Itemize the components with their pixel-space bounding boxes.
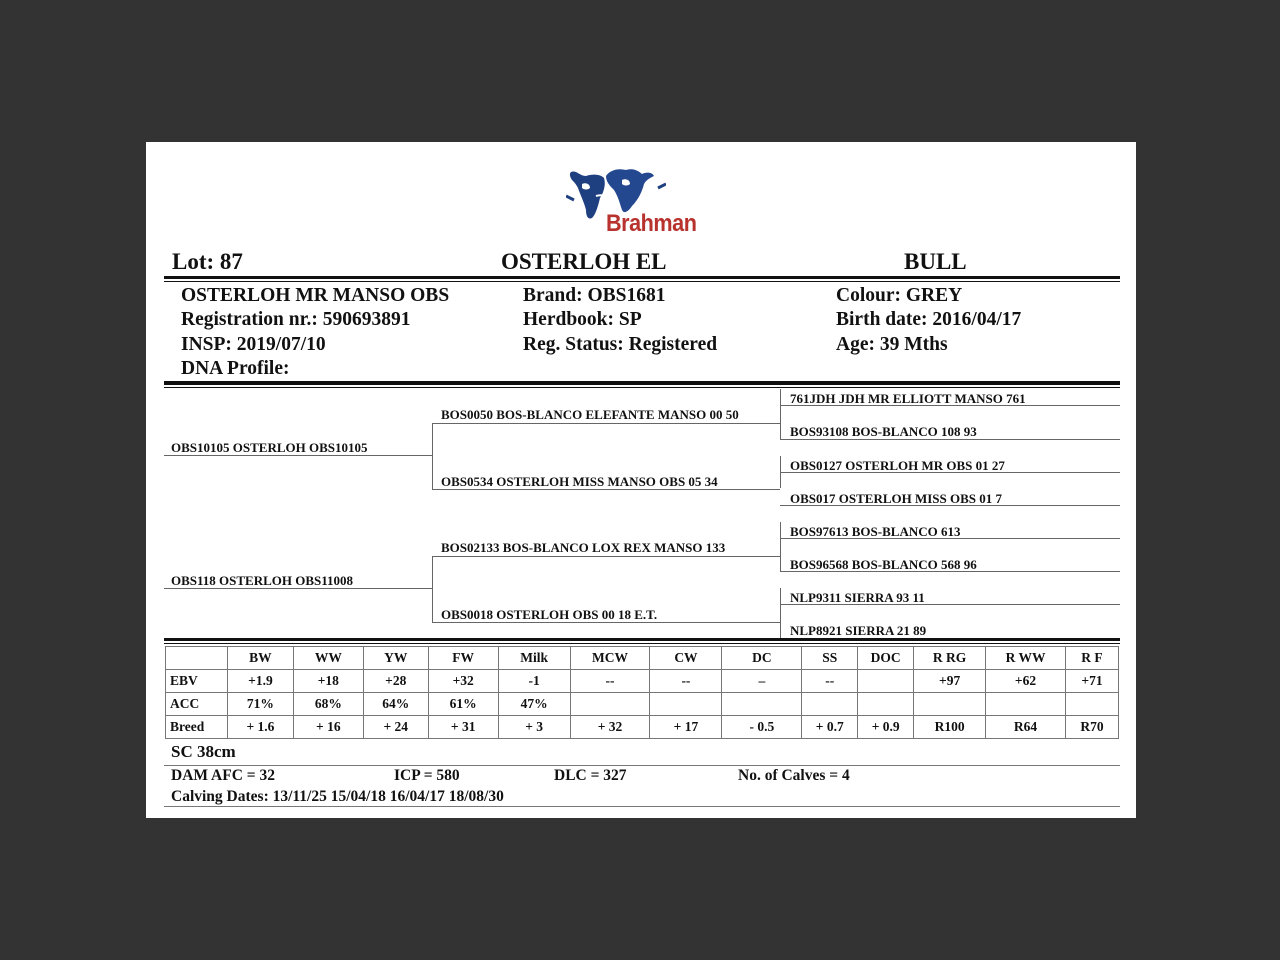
info-rule-thin	[164, 387, 1120, 388]
table-cell: R100	[914, 716, 986, 739]
table-cell: --	[570, 670, 650, 693]
table-cell: 71%	[227, 693, 293, 716]
icp: ICP = 580	[394, 767, 460, 784]
header-cell: DC	[722, 647, 802, 670]
header-cell: R WW	[986, 647, 1066, 670]
pedigree-sire: OBS10105 OSTERLOH OBS10105	[171, 440, 368, 455]
header-cell: CW	[650, 647, 722, 670]
table-cell: + 16	[293, 716, 363, 739]
table-cell: -1	[498, 670, 570, 693]
pedigree-dam-sire: BOS02133 BOS-BLANCO LOX REX MANSO 133	[441, 540, 726, 555]
table-cell: + 3	[498, 716, 570, 739]
header-cell: R F	[1065, 647, 1118, 670]
lot-number: Lot: 87	[172, 249, 243, 274]
ebv-header-row	[166, 647, 1119, 670]
dna-profile: DNA Profile:	[181, 358, 290, 379]
pedigree-gen3-3: OBS0127 OSTERLOH MR OBS 01 27	[790, 458, 1005, 473]
table-cell: + 24	[363, 716, 428, 739]
table-cell: + 32	[570, 716, 650, 739]
table-cell: 64%	[363, 693, 428, 716]
dam-afc: DAM AFC = 32	[171, 767, 275, 784]
table-cell	[858, 693, 914, 716]
age: Age: 39 Mths	[836, 334, 948, 355]
pedigree-sire-sire: BOS0050 BOS-BLANCO ELEFANTE MANSO 00 50	[441, 407, 739, 422]
brahman-logo	[566, 166, 716, 238]
ebv-row	[166, 670, 1119, 693]
birth-date: Birth date: 2016/04/17	[836, 309, 1022, 330]
brand: Brand: OBS1681	[523, 285, 666, 306]
table-cell: - 0.5	[722, 716, 802, 739]
pedigree-gen3-6: BOS96568 BOS-BLANCO 568 96	[790, 557, 977, 572]
pedigree-sire-dam: OBS0534 OSTERLOH MISS MANSO OBS 05 34	[441, 474, 718, 489]
table-cell: +71	[1065, 670, 1118, 693]
row-label: Breed	[166, 716, 228, 739]
logo-text: Brahman	[606, 210, 697, 237]
registration-number: Registration nr.: 590693891	[181, 309, 411, 330]
table-cell	[858, 670, 914, 693]
pedigree-rule-thin	[164, 643, 1120, 644]
pedigree-dam-dam: OBS0018 OSTERLOH OBS 00 18 E.T.	[441, 607, 658, 622]
header-cell: MCW	[570, 647, 650, 670]
animal-sex: BULL	[904, 249, 967, 274]
header-cell: DOC	[858, 647, 914, 670]
sale-lot-card	[146, 142, 1136, 818]
number-of-calves: No. of Calves = 4	[738, 767, 850, 784]
pedigree-rule	[164, 638, 1120, 641]
header-cell: BW	[227, 647, 293, 670]
animal-name: OSTERLOH EL	[501, 249, 667, 274]
breed-row	[166, 716, 1119, 739]
acc-row	[166, 693, 1119, 716]
table-cell: --	[650, 670, 722, 693]
pedigree-gen3-5: BOS97613 BOS-BLANCO 613	[790, 524, 961, 539]
table-cell	[914, 693, 986, 716]
table-cell: + 1.6	[227, 716, 293, 739]
table-cell: 47%	[498, 693, 570, 716]
header-cell: SS	[802, 647, 858, 670]
pedigree-gen3-2: BOS93108 BOS-BLANCO 108 93	[790, 424, 977, 439]
table-cell: +62	[986, 670, 1066, 693]
row-label: EBV	[166, 670, 228, 693]
scrotal-circumference: SC 38cm	[171, 742, 236, 761]
table-cell	[1065, 693, 1118, 716]
table-cell: 61%	[428, 693, 498, 716]
table-cell: –	[722, 670, 802, 693]
info-rule	[164, 381, 1120, 385]
table-cell: + 0.9	[858, 716, 914, 739]
table-cell: + 31	[428, 716, 498, 739]
table-cell	[722, 693, 802, 716]
pedigree-gen3-8: NLP8921 SIERRA 21 89	[790, 623, 927, 638]
table-cell: +32	[428, 670, 498, 693]
pedigree-dam: OBS118 OSTERLOH OBS11008	[171, 573, 354, 588]
colour: Colour: GREY	[836, 285, 963, 306]
reg-status: Reg. Status: Registered	[523, 334, 718, 355]
table-cell	[570, 693, 650, 716]
table-cell: --	[802, 670, 858, 693]
table-cell: 68%	[293, 693, 363, 716]
table-cell	[802, 693, 858, 716]
table-cell: R64	[986, 716, 1066, 739]
ebv-table	[165, 646, 1119, 739]
registered-name: OSTERLOH MR MANSO OBS	[181, 285, 450, 306]
header-rule-thin	[164, 281, 1120, 282]
header-rule	[164, 276, 1120, 279]
inspection-date: INSP: 2019/07/10	[181, 334, 326, 355]
calving-dates: Calving Dates: 13/11/25 15/04/18 16/04/17 18/08/30	[171, 788, 504, 805]
header-cell: YW	[363, 647, 428, 670]
herdbook: Herdbook: SP	[523, 309, 642, 330]
table-cell: + 17	[650, 716, 722, 739]
header-cell: FW	[428, 647, 498, 670]
table-cell: +28	[363, 670, 428, 693]
table-cell: +97	[914, 670, 986, 693]
table-cell: R70	[1065, 716, 1118, 739]
pedigree-gen3-4: OBS017 OSTERLOH MISS OBS 01 7	[790, 491, 1003, 506]
table-cell	[986, 693, 1066, 716]
row-label: ACC	[166, 693, 228, 716]
dlc: DLC = 327	[554, 767, 627, 784]
table-cell: + 0.7	[802, 716, 858, 739]
header-cell: Milk	[498, 647, 570, 670]
table-cell: +18	[293, 670, 363, 693]
pedigree-gen3-1: 761JDH JDH MR ELLIOTT MANSO 761	[790, 391, 1026, 406]
pedigree-gen3-7: NLP9311 SIERRA 93 11	[790, 590, 925, 605]
header-cell	[166, 647, 228, 670]
header-cell: WW	[293, 647, 363, 670]
header-cell: R RG	[914, 647, 986, 670]
table-cell: +1.9	[227, 670, 293, 693]
table-cell	[650, 693, 722, 716]
